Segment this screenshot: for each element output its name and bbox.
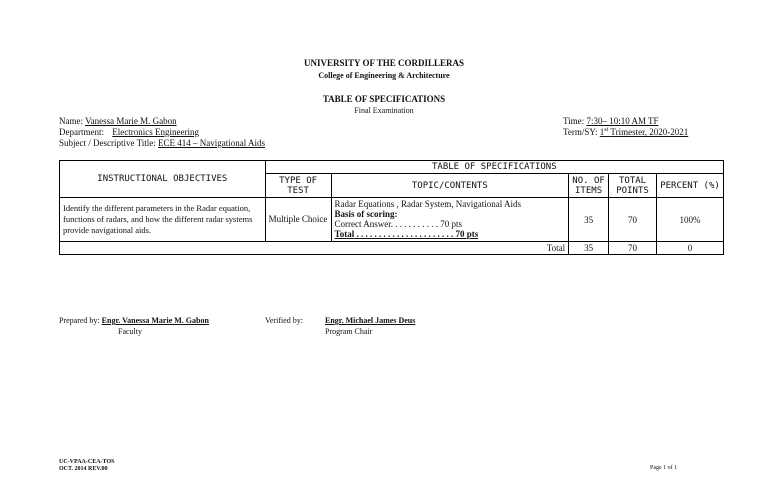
subject-line xyxy=(59,138,265,148)
name-line xyxy=(59,116,177,126)
table-row xyxy=(60,198,724,242)
term-line xyxy=(563,127,688,137)
time-line xyxy=(563,116,659,126)
term-suffix: st xyxy=(604,127,609,133)
department-label: Department: xyxy=(59,127,104,137)
scoring-label: Basis of scoring: xyxy=(334,209,398,219)
department-line xyxy=(59,127,199,137)
college-name: College of Engineering & Architecture xyxy=(318,71,450,80)
form-revision: OCT. 2014 REV.00 xyxy=(59,466,108,472)
department-value: Electronics Engineering xyxy=(112,127,199,137)
header-items: NO. OF ITEMS xyxy=(569,174,609,198)
header-points: TOTAL POINTS xyxy=(609,174,657,198)
prepared-by-line xyxy=(59,316,209,325)
term-value xyxy=(600,127,688,137)
exam-type: Final Examination xyxy=(354,106,414,115)
university-name: UNIVERSITY OF THE CORDILLERAS xyxy=(304,58,464,68)
header-objectives: INSTRUCTIONAL OBJECTIVES xyxy=(60,161,266,198)
total-percent: 0 xyxy=(657,242,724,255)
total-points-value: . . . . . . . . . . . . . . . . . . . . . . 70 pts xyxy=(356,229,479,239)
verified-label: Verified by: xyxy=(265,316,303,325)
prepared-role: Faculty xyxy=(118,327,142,336)
type-cell: Multiple Choice xyxy=(265,198,331,242)
total-points-label: Total xyxy=(334,229,355,239)
term-rest: Trimester, 2020-2021 xyxy=(608,127,689,137)
header-percent: PERCENT (%) xyxy=(657,174,724,198)
time-value: 7:30– 10:10 AM TF xyxy=(586,116,659,126)
prepared-name: Engr. Vanessa Marie M. Gabon xyxy=(101,316,209,325)
total-points: 70 xyxy=(609,242,657,255)
specifications-table xyxy=(59,160,724,255)
header-topic: TOPIC/CONTENTS xyxy=(331,174,569,198)
percent-cell: 100% xyxy=(657,198,724,242)
points-cell: 70 xyxy=(609,198,657,242)
subject-label: Subject / Descriptive Title: xyxy=(59,138,156,148)
correct-answer-line: Correct Answer. . . . . . . . . . . 70 pts xyxy=(334,219,463,229)
form-code: UC-VPAA-CEA-TOS xyxy=(59,459,115,465)
verified-role: Program Chair xyxy=(325,327,373,336)
term-label: Term/SY: xyxy=(563,127,598,137)
total-row xyxy=(60,242,724,255)
time-label: Time: xyxy=(563,116,585,126)
header-type: TYPE OF TEST xyxy=(265,174,331,198)
document-title: TABLE OF SPECIFICATIONS xyxy=(322,94,446,104)
topic-cell xyxy=(331,198,569,242)
total-points-line xyxy=(335,229,566,239)
items-cell: 35 xyxy=(569,198,609,242)
header-table-title: TABLE OF SPECIFICATIONS xyxy=(265,161,723,174)
page-number: Page 1 of 1 xyxy=(650,465,678,471)
objective-cell: Identify the different parameters in the Radar equation, functions of radars, and how the different radar systems provide navigational aids. xyxy=(60,198,266,242)
subject-value: ECE 414 – Navigational Aids xyxy=(158,138,265,148)
term-number: 1 xyxy=(599,127,605,137)
topic-text: Radar Equations , Radar System, Navigational Aids xyxy=(334,199,521,209)
prepared-label: Prepared by: xyxy=(59,316,100,325)
verified-name: Engr. Michael James Deus xyxy=(325,316,416,325)
total-items: 35 xyxy=(569,242,609,255)
total-label: Total xyxy=(60,242,569,255)
name-label: Name: xyxy=(59,116,83,126)
name-value: Vanessa Marie M. Gabon xyxy=(85,116,177,126)
